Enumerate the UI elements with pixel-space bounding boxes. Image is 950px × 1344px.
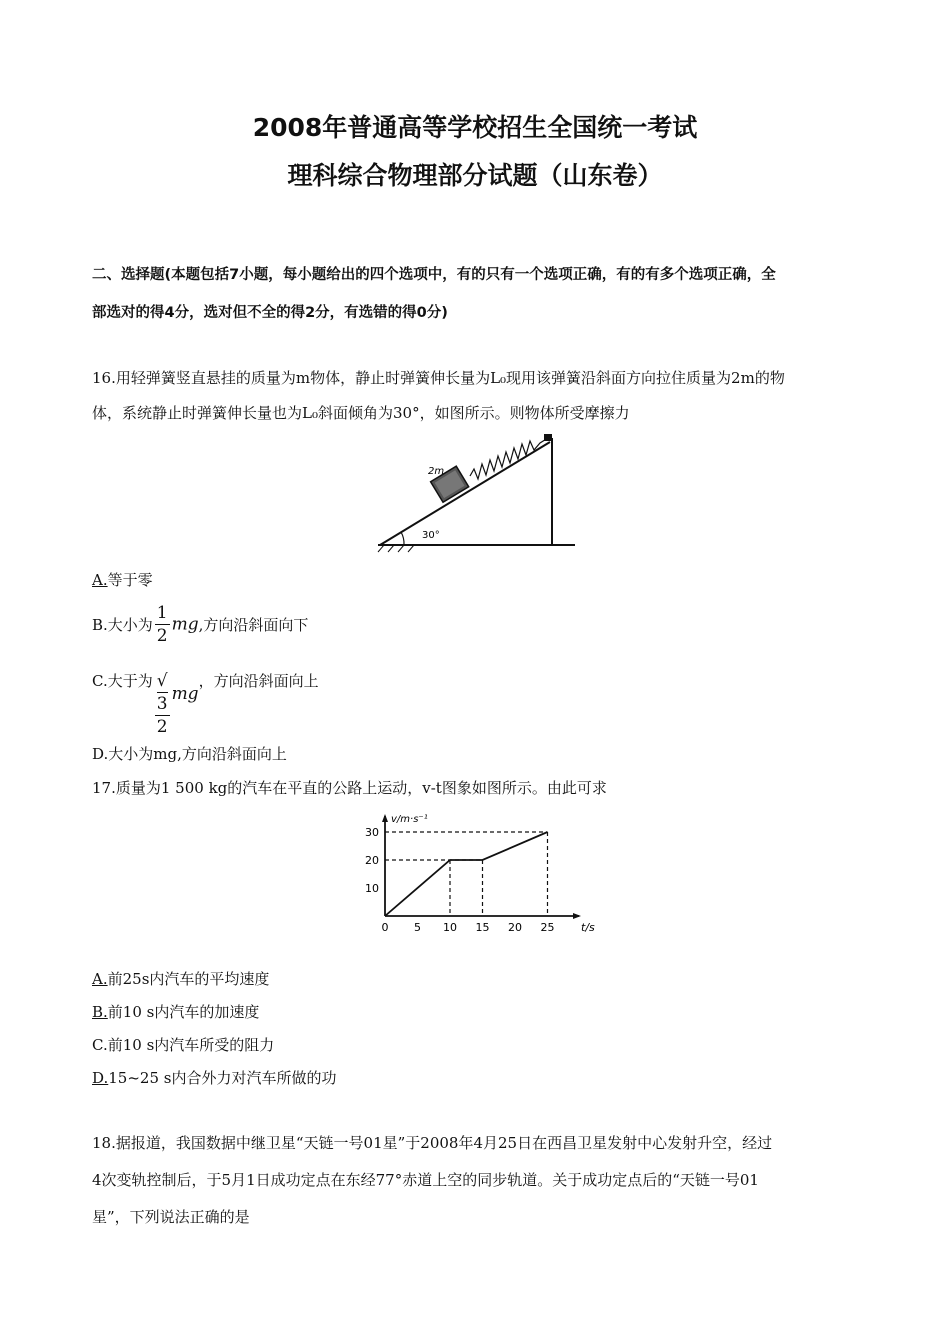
q16-option-a bbox=[92, 569, 872, 590]
q17-option-b bbox=[92, 1001, 872, 1022]
x-tick-label: 10 bbox=[443, 921, 457, 934]
incline-figure bbox=[370, 428, 580, 556]
section-instruction-1: 二、选择题(本题包括7小题，每小题给出的四个选项中，有的只有一个选项正确，有的有多个选项正确，全 bbox=[92, 267, 776, 283]
y-tick-label: 30 bbox=[365, 826, 379, 839]
q16-option-b-var: mg bbox=[171, 614, 199, 635]
section-instruction-2: 部选对的得4分，选对但不全的得2分，有选错的得0分) bbox=[92, 305, 448, 321]
q17-option-b-letter: B. bbox=[92, 1003, 108, 1021]
q16-option-b-prefix: B.大小为 bbox=[92, 616, 153, 634]
fraction-one-half bbox=[155, 602, 170, 647]
q16-option-a-letter: A. bbox=[92, 571, 108, 589]
q17-option-c: C.前10 s内汽车所受的阻力 bbox=[92, 1036, 275, 1054]
angle-arc bbox=[401, 532, 404, 545]
q16-option-c bbox=[92, 670, 872, 738]
q16-option-b-suffix: ,方向沿斜面向下 bbox=[198, 616, 309, 634]
y-axis-label: v/m·s⁻¹ bbox=[391, 814, 428, 825]
q17-option-a-text: 前25s内汽车的平均速度 bbox=[107, 970, 270, 988]
ground-hatching bbox=[378, 545, 414, 552]
spring-anchor bbox=[544, 434, 552, 441]
x-tick-label: 0 bbox=[381, 921, 389, 934]
incline-slope bbox=[380, 442, 550, 545]
q17-option-a-letter: A. bbox=[92, 970, 108, 988]
y-tick-label: 20 bbox=[365, 854, 379, 867]
fraction-numerator: √ 3 bbox=[156, 671, 168, 714]
q16-option-b bbox=[92, 602, 872, 647]
x-tick-label: 5 bbox=[414, 921, 421, 934]
y-axis-arrow bbox=[382, 814, 388, 822]
fraction-sqrt3-half bbox=[155, 670, 170, 738]
x-tick-label: 15 bbox=[475, 921, 490, 934]
q17-option-d bbox=[92, 1067, 872, 1088]
fraction-denominator: 2 bbox=[156, 626, 168, 646]
spring bbox=[470, 438, 548, 479]
q16-stem-1: 16.用轻弹簧竖直悬挂的质量为m物体，静止时弹簧伸长量为L₀现用该弹簧沿斜面方向拉住质量为2m的物 bbox=[92, 369, 785, 387]
q17-option-b-text: 前10 s内汽车的加速度 bbox=[107, 1003, 260, 1021]
exam-subtitle: 理科综合物理部分试题（山东卷） bbox=[287, 161, 663, 190]
x-axis-label: t/s bbox=[581, 921, 595, 934]
velocity-series-line bbox=[385, 832, 548, 916]
mass-label: 2m bbox=[428, 466, 445, 477]
angle-label: 30° bbox=[422, 530, 440, 541]
x-axis-arrow bbox=[573, 913, 581, 919]
y-tick-label: 10 bbox=[365, 882, 379, 895]
q16-option-a-text: 等于零 bbox=[107, 571, 153, 589]
q18-stem-3: 星”，下列说法正确的是 bbox=[92, 1208, 250, 1226]
radicand: 3 bbox=[156, 694, 168, 714]
q18-stem-2: 4次变轨控制后，于5月1日成功定点在东经77°赤道上空的同步轨道。关于成功定点后的“天链一号01 bbox=[92, 1171, 759, 1189]
q17-option-a bbox=[92, 968, 872, 989]
q18-stem-1: 18.据报道，我国数据中继卫星“天链一号01星”于2008年4月25日在西昌卫星发射中心发射升空，经过 bbox=[92, 1134, 773, 1152]
x-tick-label: 25 bbox=[540, 921, 555, 934]
fraction-numerator: 1 bbox=[156, 603, 168, 623]
fraction-denominator: 2 bbox=[156, 717, 168, 737]
q17-option-d-letter: D. bbox=[92, 1069, 109, 1087]
q17-stem: 17.质量为1 500 kg的汽车在平直的公路上运动，v-t图象如图所示。由此可求 bbox=[92, 779, 607, 797]
q16-option-c-suffix: ，方向沿斜面向上 bbox=[198, 672, 319, 690]
q17-option-d-text: 15~25 s内合外力对汽车所做的功 bbox=[108, 1069, 337, 1087]
q16-stem-2: 体，系统静止时弹簧伸长量也为L₀斜面倾角为30°，如图所示。则物体所受摩擦力 bbox=[92, 404, 630, 422]
q16-option-c-prefix: C.大于为 bbox=[92, 672, 153, 690]
q16-option-d: D.大小为mg,方向沿斜面向上 bbox=[92, 745, 287, 763]
vt-chart bbox=[355, 808, 595, 940]
exam-title: 2008年普通高等学校招生全国统一考试 bbox=[252, 113, 698, 142]
x-tick-label: 20 bbox=[508, 921, 522, 934]
q16-option-c-var: mg bbox=[171, 684, 199, 704]
